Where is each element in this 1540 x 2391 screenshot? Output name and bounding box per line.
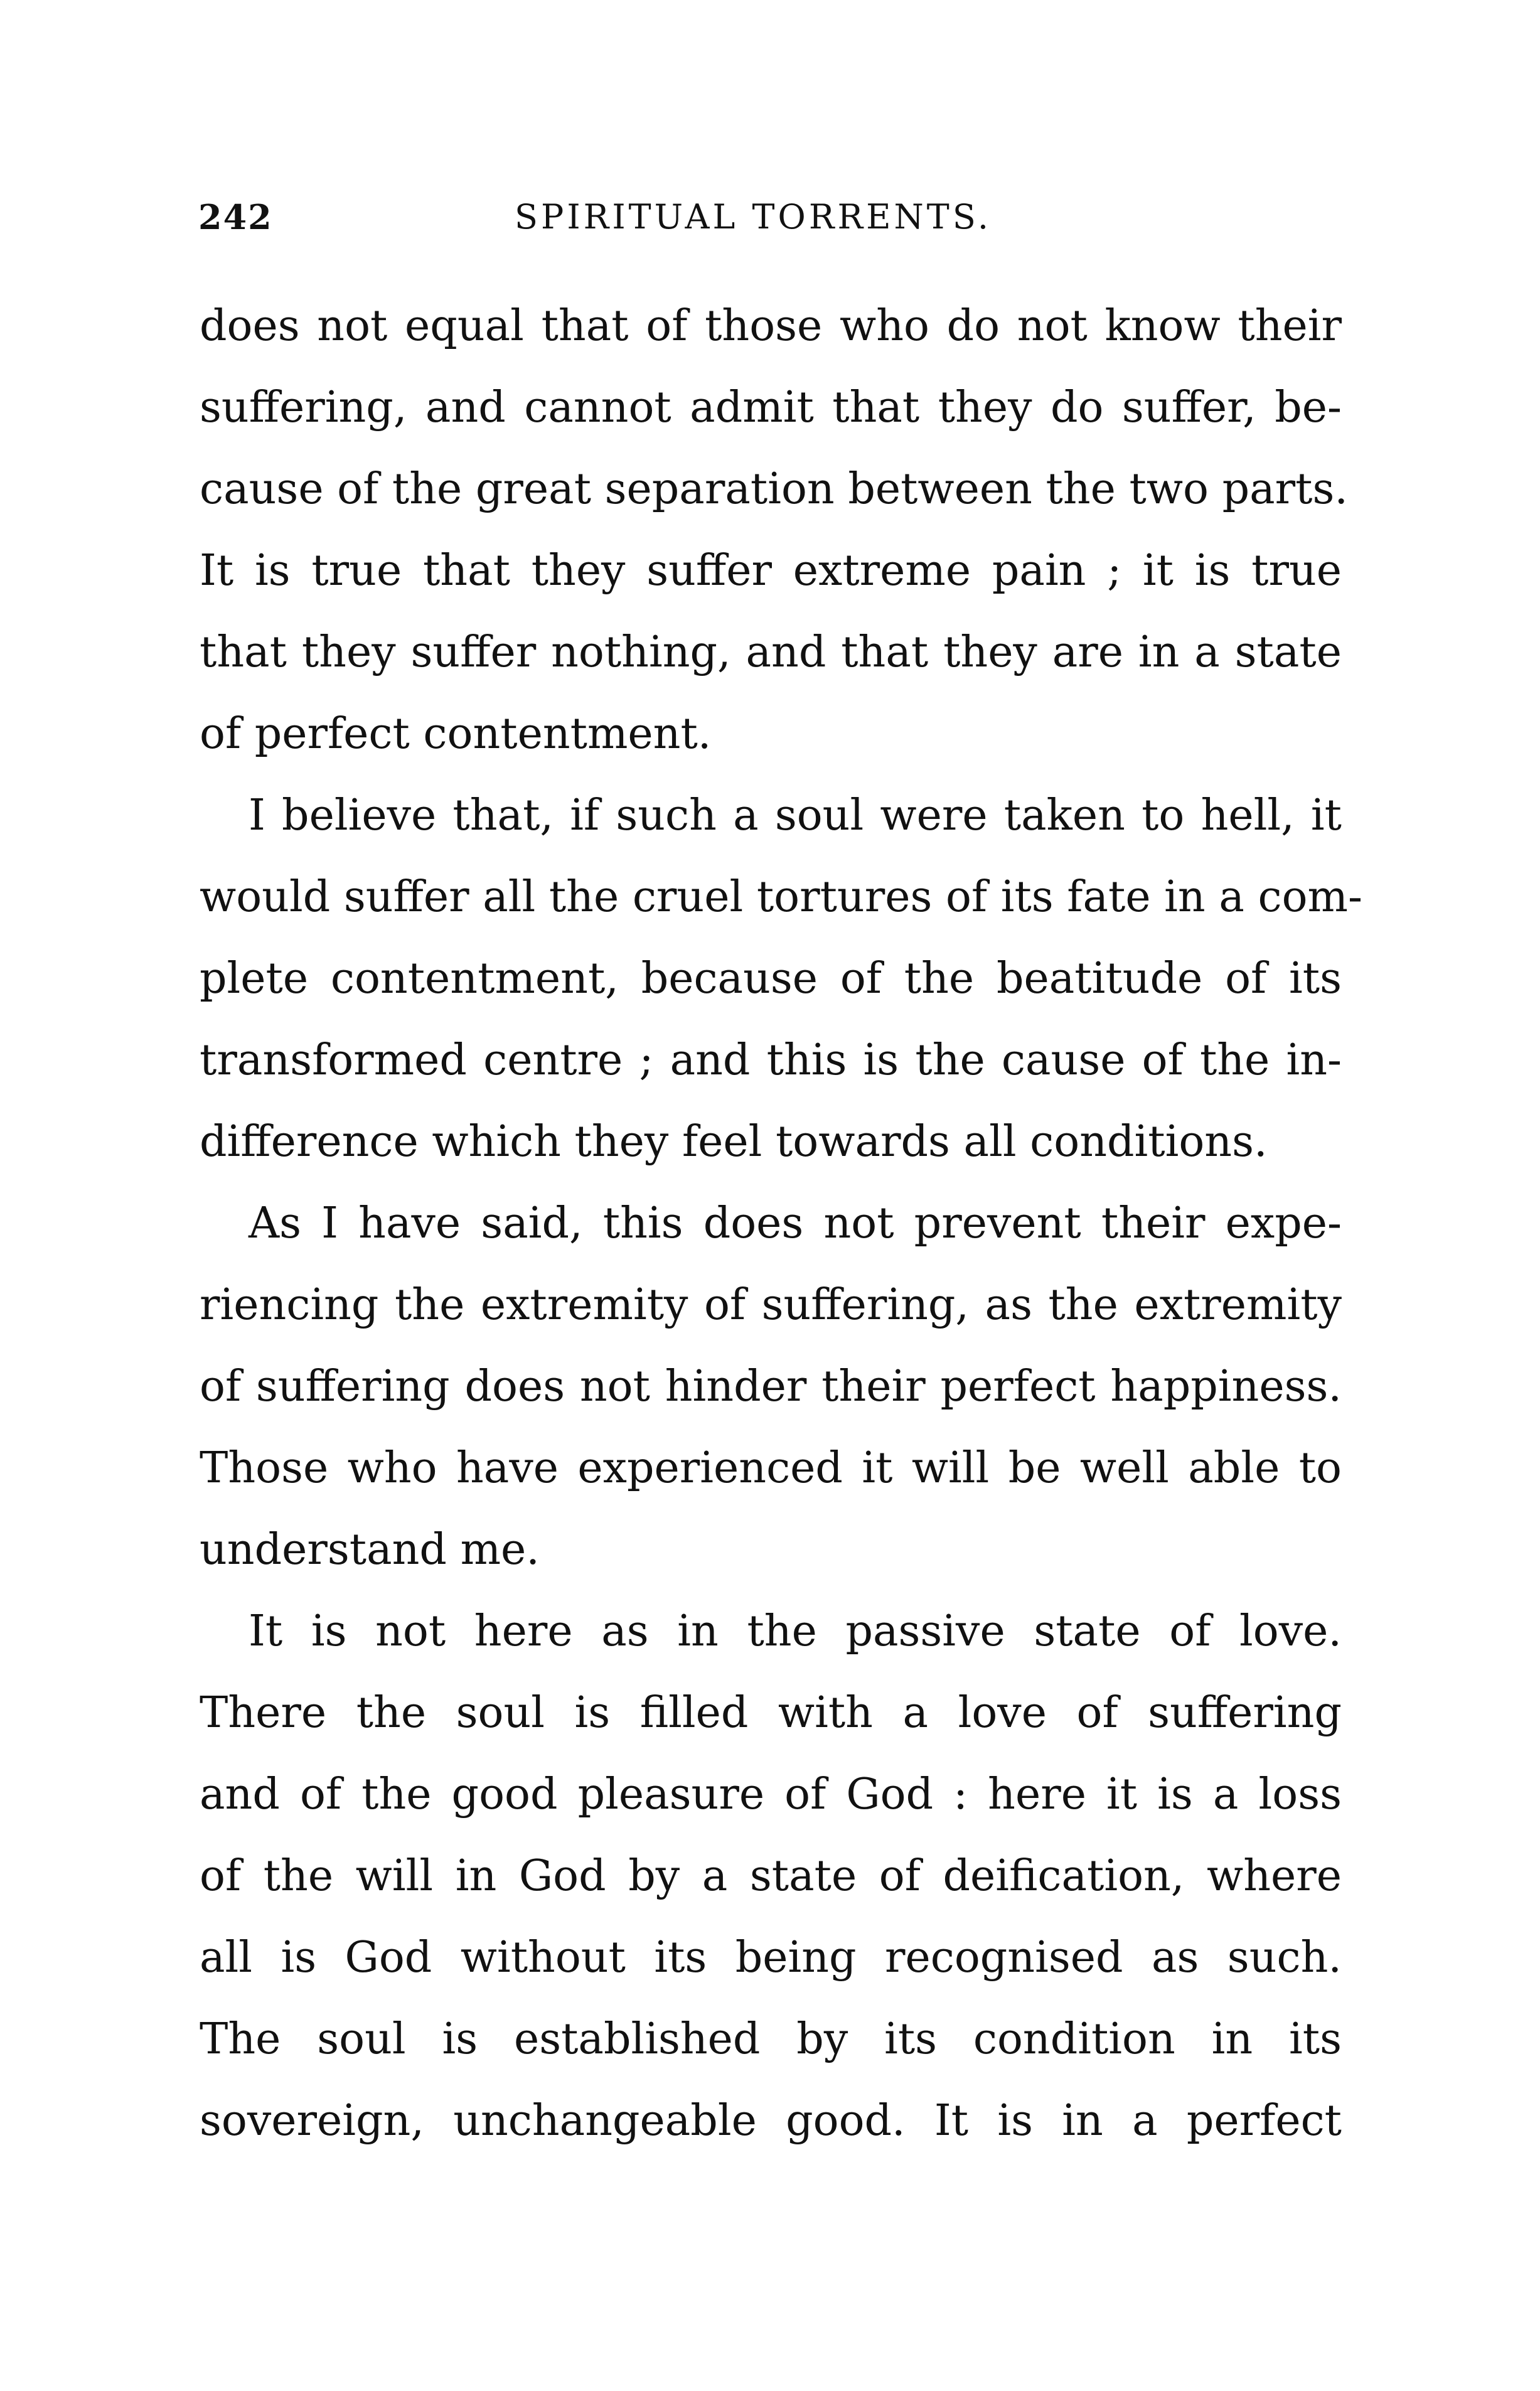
- page-number: 242: [198, 197, 273, 237]
- paragraph: [200, 775, 1362, 1183]
- text-line: that they suffer nothing, and that they are in a state: [200, 628, 1342, 677]
- text-line: plete contentment, because of the beatitude of its: [200, 954, 1342, 1003]
- text-line: Those who have experienced it will be well able to: [200, 1443, 1342, 1493]
- paragraph: [200, 1183, 1342, 1591]
- body-text: [200, 286, 1362, 2162]
- text-line: It is not here as in the passive state of love.: [249, 1607, 1342, 1656]
- text-line: I believe that, if such a soul were taken to hell, it: [249, 791, 1342, 840]
- text-line: of perfect contentment.: [200, 709, 712, 759]
- text-line: understand me.: [200, 1525, 540, 1575]
- text-line: does not equal that of those who do not know their: [200, 301, 1342, 351]
- paragraph: [200, 1591, 1342, 2162]
- text-line: cause of the great separation between the two parts.: [200, 464, 1348, 514]
- paragraph: [200, 286, 1348, 775]
- text-line: sovereign, unchangeable good. It is in a perfect: [200, 2096, 1342, 2146]
- running-head: SPIRITUAL TORRENTS.: [515, 197, 992, 237]
- text-line: of the will in God by a state of deification, where: [200, 1851, 1342, 1901]
- text-line: all is God without its being recognised as such.: [200, 1933, 1342, 1982]
- text-line: would suffer all the cruel tortures of its fate in a com-: [200, 872, 1362, 922]
- text-line: suffering, and cannot admit that they do suffer, be-: [200, 383, 1342, 432]
- text-line: and of the good pleasure of God : here it is a loss: [200, 1770, 1342, 1819]
- text-line: difference which they feel towards all conditions.: [200, 1117, 1268, 1167]
- text-line: transformed centre ; and this is the cause of the in-: [200, 1035, 1342, 1085]
- text-line: As I have said, this does not prevent their expe-: [249, 1199, 1342, 1248]
- text-line: It is true that they suffer extreme pain ; it is true: [200, 546, 1342, 596]
- page-header: [195, 192, 1343, 242]
- text-line: of suffering does not hinder their perfect happiness.: [200, 1362, 1342, 1411]
- text-line: The soul is established by its condition in its: [200, 2014, 1342, 2064]
- text-line: riencing the extremity of suffering, as the extremity: [200, 1280, 1342, 1330]
- text-line: There the soul is filled with a love of suffering: [200, 1688, 1342, 1738]
